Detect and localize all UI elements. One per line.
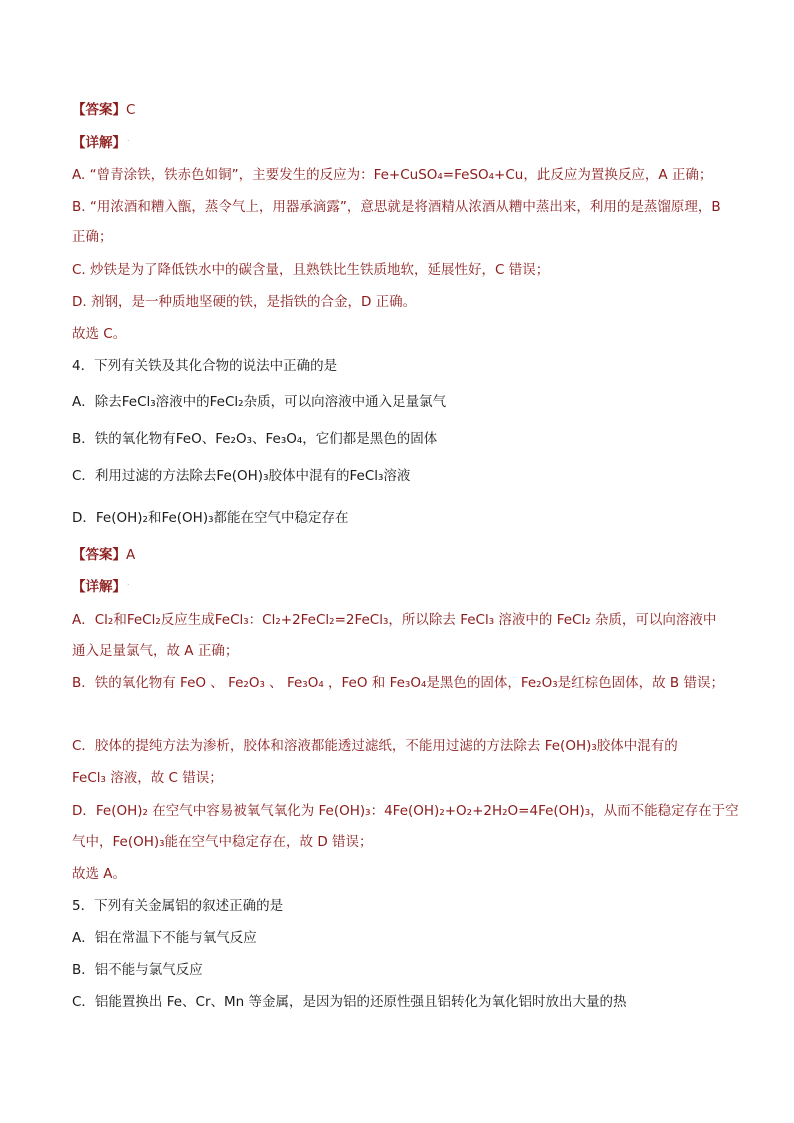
explanation-c: C. 炒铁是为了降低铁水中的碳含量，且熟铁比生铁质地软，延展性好，C 错误； (72, 262, 550, 278)
question-4-option-a: A．除去FeCl₃溶液中的FeCl₂杂质，可以向溶液中通入足量氯气 (72, 394, 447, 410)
conclusion-q4: 故选 A。 (72, 866, 127, 882)
question-5-stem: 5．下列有关金属铝的叙述正确的是 (72, 898, 284, 914)
conclusion-q3: 故选 C。 (72, 326, 127, 342)
detail-tag-q4: 【详解】˙ (72, 579, 131, 595)
detail-tag-q3: 【详解】˙ (72, 135, 131, 151)
explanation-q4-a-line1: A．Cl₂和FeCl₂反应生成FeCl₃：Cl₂+2FeCl₂=2FeCl₃，所以除去 FeCl₃ 溶液中的 FeCl₂ 杂质，可以向溶液中 (72, 612, 717, 628)
question-5-option-b: B．铝不能与氯气反应 (72, 962, 203, 978)
question-5-option-a: A．铝在常温下不能与氧气反应 (72, 930, 257, 946)
question-4-option-b: B．铁的氧化物有FeO、Fe₂O₃、Fe₃O₄，它们都是黑色的固体 (72, 431, 438, 447)
explanation-q4-c-line2: FeCl₃ 溶液，故 C 错误； (72, 770, 223, 786)
answer-line-q4: 【答案】A (72, 547, 136, 563)
answer-value: C (126, 102, 136, 118)
explanation-a: A. “曾青涂铁，铁赤色如铜”，主要发生的反应为：Fe+CuSO₄=FeSO₄+Cu，此反应为置换反应，A 正确； (72, 167, 713, 183)
question-4-option-c: C．利用过滤的方法除去Fe(OH)₃胶体中混有的FeCl₃溶液 (72, 468, 411, 484)
question-4-option-d: D．Fe(OH)₂和Fe(OH)₃都能在空气中稳定存在 (72, 510, 349, 526)
explanation-q4-d-line1: D．Fe(OH)₂ 在空气中容易被氧气氧化为 Fe(OH)₃：4Fe(OH)₂+O₂+2H₂O=4Fe(OH)₃，从而不能稳定存在于空 (72, 803, 739, 819)
explanation-q4-a-line2: 通入足量氯气，故 A 正确； (72, 643, 239, 659)
explanation-q4-d-line2: 气中，Fe(OH)₃能在空气中稳定存在，故 D 错误； (72, 834, 373, 850)
explanation-q4-b: B．铁的氧化物有 FeO 、 Fe₂O₃ 、 Fe₃O₄ ，FeO 和 Fe₃O₄是黑色的固体，Fe₂O₃是红棕色固体，故 B 错误； (72, 675, 724, 691)
question-5-option-c: C．铝能置换出 Fe、Cr、Mn 等金属，是因为铝的还原性强且铝转化为氧化铝时放出大量的热 (72, 994, 627, 1010)
question-4-stem: 4．下列有关铁及其化合物的说法中正确的是 (72, 358, 338, 374)
explanation-q4-c-line1: C．胶体的提纯方法为渗析，胶体和溶液都能透过滤纸，不能用过滤的方法除去 Fe(OH)₃胶体中混有的 (72, 738, 678, 754)
explanation-d: D. 剂钢，是一种质地坚硬的铁，是指铁的合金，D 正确。 (72, 294, 417, 310)
answer-line-q3 (72, 100, 734, 120)
paragraph-mark: ˙ (126, 140, 131, 150)
explanation-b-line1: B. “用浓酒和糟入甑，蒸令气上，用器承滴露”，意思就是将酒精从浓酒从糟中蒸出来，利用的是蒸馏原理，B (72, 199, 721, 215)
answer-tag: 【答案】 (72, 102, 126, 118)
explanation-b-line2: 正确； (72, 229, 113, 245)
